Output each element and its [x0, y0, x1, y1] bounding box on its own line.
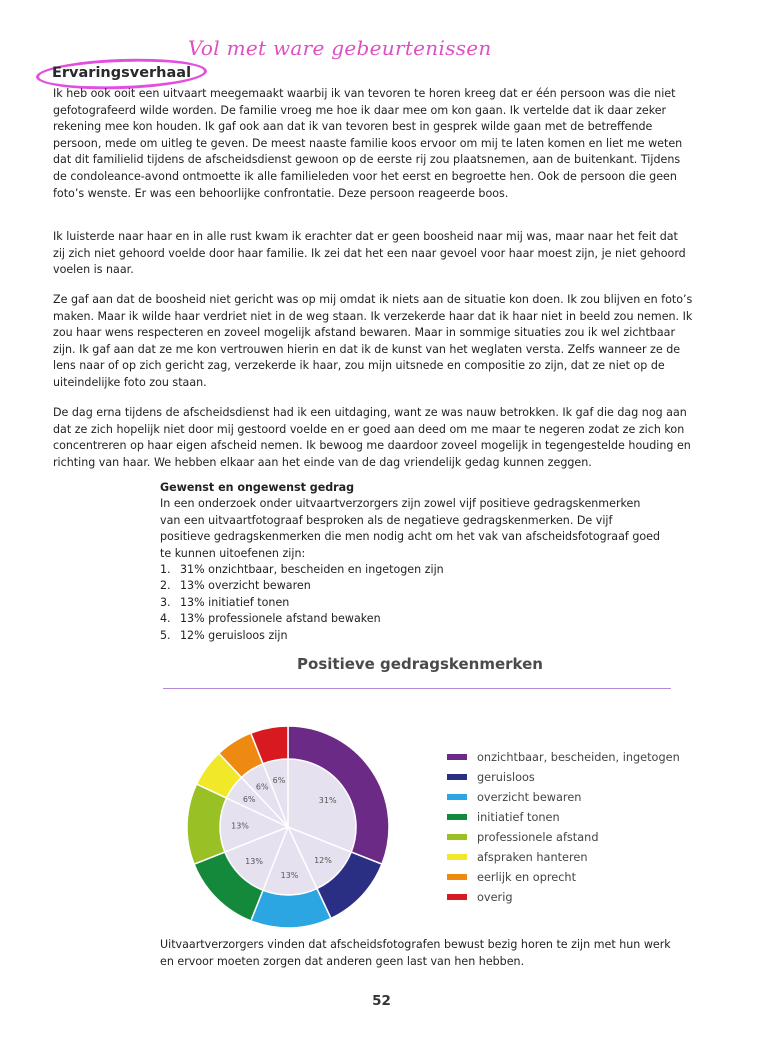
legend-swatch [447, 854, 467, 860]
list-item-text: 13% professionele afstand bewaken [180, 612, 381, 626]
legend-label: onzichtbaar, bescheiden, ingetogen [477, 750, 680, 764]
list-item-number: 4. [160, 612, 171, 626]
list-item-number: 3. [160, 595, 171, 609]
slice-label: 12% [314, 855, 332, 865]
section-intro: In een onderzoek onder uitvaartverzorgers zijn zowel vijf positieve gedragskenmerken van een uitvaartfotograaf besproken als de negatieve gedragskenmerken. De vijf positieve gedragskenmerken die men nodig acht om het vak van afscheidsfotograaf goed te kunnen uitoefenen zijn: [160, 497, 661, 560]
list-item-number: 5. [160, 628, 171, 642]
decorative-script-title: Vol met ware gebeurtenissen [188, 36, 492, 60]
slice-label: 13% [245, 856, 263, 866]
legend-label: geruisloos [477, 770, 535, 784]
behavior-section [160, 480, 660, 644]
slice-label: 6% [255, 782, 269, 792]
legend-item [447, 787, 680, 807]
conclusion-text: Uitvaartverzorgers vinden dat afscheidsfotografen bewust bezig horen te zijn met hun werk en ervoor moeten zorgen dat anderen geen last van hen hebben. [160, 938, 671, 968]
legend-label: afspraken hanteren [477, 850, 588, 864]
legend-swatch [447, 874, 467, 880]
list-item [160, 578, 660, 594]
page-heading: Ervaringsverhaal [52, 65, 192, 81]
list-item [160, 595, 660, 611]
legend-label: initiatief tonen [477, 810, 560, 824]
list-item-text: 12% geruisloos zijn [180, 628, 288, 642]
slice-label: 31% [318, 796, 337, 806]
legend-item [447, 887, 680, 907]
legend-item [447, 747, 680, 767]
list-item-number: 1. [160, 563, 171, 577]
legend-swatch [447, 894, 467, 900]
list-item-text: 31% onzichtbaar, bescheiden en ingetogen zijn [180, 563, 444, 577]
legend-swatch [447, 774, 467, 780]
list-item [160, 562, 660, 578]
legend-label: eerlijk en oprecht [477, 870, 577, 884]
legend-swatch [447, 754, 467, 760]
legend-swatch [447, 814, 467, 820]
legend-item [447, 827, 680, 847]
traits-list [160, 562, 660, 644]
legend-swatch [447, 794, 467, 800]
legend-label: overzicht bewaren [477, 790, 582, 804]
story-paragraph-3: Ze gaf aan dat de boosheid niet gericht was op mij omdat ik niets aan de situatie kon doen. Ik zou blijven en foto’s maken. Maar ik wilde haar verdriet niet in de weg staan. Ik verzekerde haar dat ik haar niet in beeld zou nemen. Ik zou haar wens respecteren en zoveel mogelijk afstand bewaren. Maar in sommige situaties zou ik wel zichtbaar zijn. Ik gaf aan dat ze me kon vertrouwen hierin en dat ik de kunst van het weglaten versta. Zelfs wanneer ze de lens naar of op zich gericht zag, verzekerde ik haar, zou mijn uitsnede en compositie zo zijn, dat ze niet op de uiteindelijke foto zou staan. [53, 293, 693, 389]
list-item [160, 628, 660, 644]
section-title: Gewenst en ongewenst gedrag [160, 481, 355, 494]
legend-label: professionele afstand [477, 830, 599, 844]
story-paragraph-1: Ik heb ook ooit een uitvaart meegemaakt waarbij ik van tevoren te horen kreeg dat er één persoon was die niet gefotografeerd wilde worden. De familie vroeg me hoe ik daar mee om kon gaan. Ik vertelde dat ik daar zeker rekening mee kon houden. Ik gaf ook aan dat ik van tevoren best in gesprek wilde gaan met de betreffende persoon, mede om uitleg te geven. De meest naaste familie koos ervoor om mij te laten komen en liet me weten dat dit familielid tijdens de afscheidsdienst gewoon op de eerste rij zou plaatsnemen, aan de buitenkant. Tijdens de condoleance-avond ontmoette ik alle familieleden voor het eerst en begroette hen. Ook de persoon die geen foto’s wenste. Er was een behoorlijke confrontatie. Deze persoon reageerde boos. [53, 87, 683, 200]
legend-item [447, 767, 680, 787]
story-paragraph-4: De dag erna tijdens de afscheidsdienst had ik een uitdaging, want ze was nauw betrokken. Ik gaf die dag nog aan dat ze zich hopelijk niet door mij gestoord voelde en er goed aan deed om me maar te negeren zodat ze zich kon concentreren op haar eigen afscheid nemen. Ik bewoog me daardoor zoveel mogelijk in tegengestelde houding en richting van haar. We hebben elkaar aan het einde van de dag vriendelijk gedag kunnen zeggen. [53, 406, 691, 469]
slice-label: 6% [242, 794, 256, 804]
story-paragraph-2: Ik luisterde naar haar en in alle rust kwam ik erachter dat er geen boosheid naar mij was, maar naar het feit dat zij zich niet gehoord voelde door haar familie. Ik zei dat het een naar gevoel voor haar moest zijn, je niet gehoord voelen is naar. [53, 230, 686, 277]
donut-slice [251, 889, 331, 928]
chart-legend [447, 747, 680, 907]
legend-item [447, 847, 680, 867]
list-item-number: 2. [160, 579, 171, 593]
chart-title-divider [163, 688, 671, 689]
legend-label: overig [477, 890, 513, 904]
legend-swatch [447, 834, 467, 840]
list-item-text: 13% initiatief tonen [180, 595, 290, 609]
slice-label: 13% [231, 821, 249, 831]
page-number: 52 [372, 993, 391, 1009]
legend-item [447, 867, 680, 887]
legend-item [447, 807, 680, 827]
slice-label: 13% [280, 870, 299, 880]
chart-title: Positieve gedragskenmerken [297, 655, 543, 673]
list-item [160, 611, 660, 627]
list-item-text: 13% overzicht bewaren [180, 579, 311, 593]
slice-label: 6% [272, 775, 286, 785]
heading-highlight [36, 57, 204, 87]
donut-chart [180, 722, 396, 932]
